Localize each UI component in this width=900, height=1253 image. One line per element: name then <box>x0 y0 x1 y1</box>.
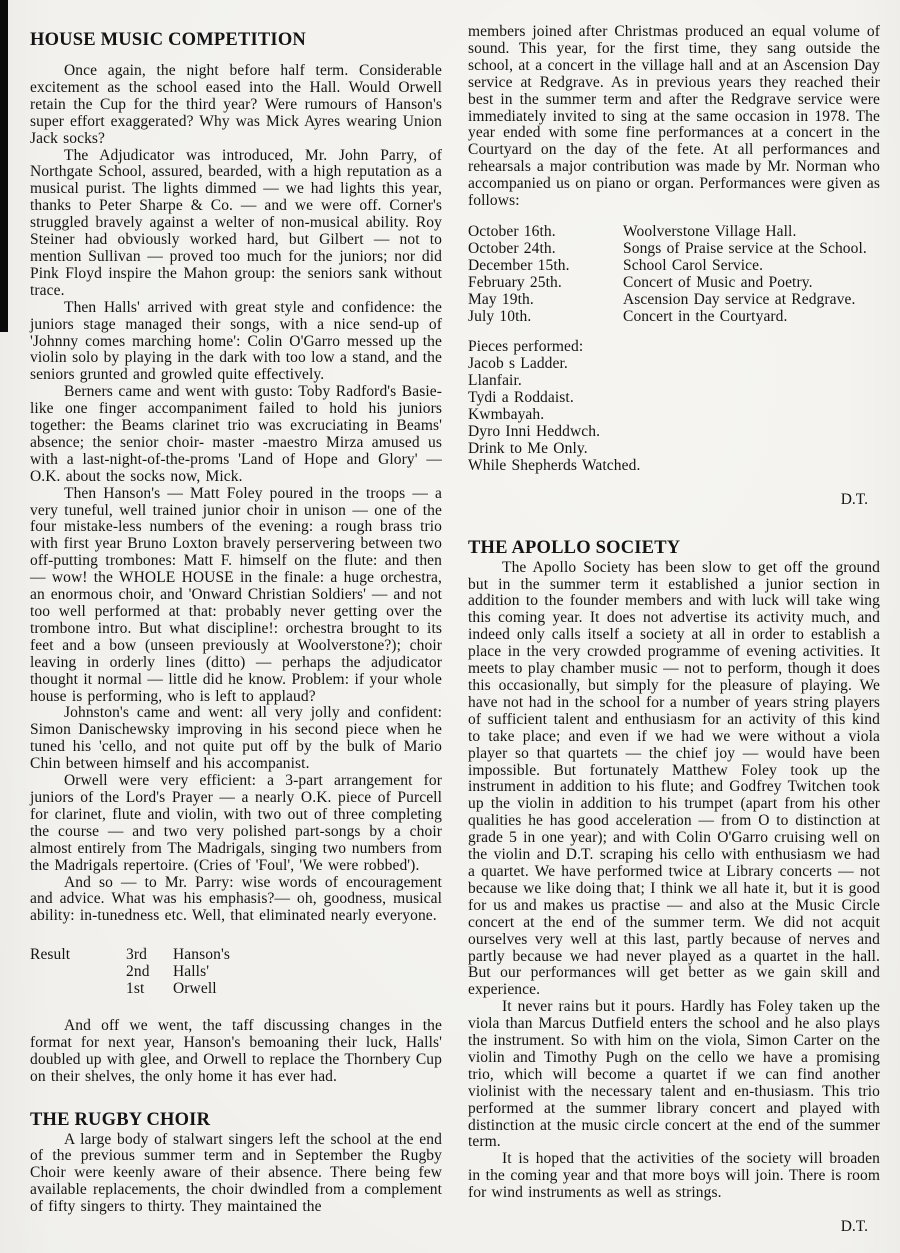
schedule-date: May 19th. <box>468 290 534 308</box>
author-initials: D.T. <box>840 1218 868 1236</box>
schedule-date: October 16th. <box>468 222 556 240</box>
result-house: Orwell <box>173 980 217 998</box>
schedule-event: Songs of Praise service at the School. <box>623 239 867 257</box>
left-column <box>30 24 442 1235</box>
paragraph: Orwell were very efficient: a 3-part arrangement for juniors of the Lord's Prayer — a nearly O.K. piece of Purcell for clarinet, flute and violin, with two out of three completing the course — and two very polished part-songs by a choir almost entirely from The Madrigals, singing two numbers from the Madrigals repertoire. (Cries of 'Foul', 'We were robbed'). <box>30 772 442 874</box>
paragraph: Then Hanson's — Matt Foley poured in the troops — a very tuneful, well trained junior choir in unison — one of the four mistake-less numbers of the evening: a rough brass trio with first year Bruno Loxton bravely perservering between two off-putting trombones: Matt F. himself on the flute: and then — wow! the WHOLE HOUSE in the finale: a huge orchestra, an enormous choir, and 'Onward Christian Soldiers' — and not too well performed at that: probably never getting over the trombone intro. But what discipline!: orchestra brought to its feet and a bow (unseen previously at Woolverstone?); choir leaving in orderly lines (ditto) — perhaps the adjudicator thought it normal — little did he know. Problem: if your whole house is performing, who is left to applaud? <box>30 484 442 705</box>
result-row <box>30 981 442 998</box>
piece-item: While Shepherds Watched. <box>468 456 641 474</box>
result-table <box>30 947 442 998</box>
section-heading-apollo-society: THE APOLLO SOCIETY <box>468 537 681 558</box>
paragraph: It never rains but it pours. Hardly has Foley taken up the viola than Marcus Dutfield enters the school and he also plays the instrument. So with him on the viola, Simon Carter on the violin and Timothy Pugh on the cello we have a promising trio, which will become a quartet if we can find another violinist with the necessary talent and en-thusiasm. This trio performed at the summer library concert and played with distinction at the music circle concert at the end of the summer term. <box>468 998 880 1151</box>
schedule-event: Ascension Day service at Redgrave. <box>623 290 856 308</box>
right-column <box>468 24 880 1235</box>
paragraph: The Apollo Society has been slow to get off the ground but in the summer term it established a junior section in addition to the founder members and with luck will take wing this coming year. It does not advertise its activity much, and indeed only calls itself a society at all in order to establish a place in the very crowded programme of evening activities. It meets to play chamber music — not to perform, though it does this occasionally, but simply for the pleasure of playing. We have not had in the school for a number of years string players of sufficient talent and enthusiasm for an activity of this kind to take place; and even if we had we were without a viola player so that quartets — the chief joy — would have been impossible. But fortunately Matthew Foley took up the instrument in addition to his flute; and Godfrey Twitchen took up the violin in addition to his trumpet (apart from his other qualities he has good acceleration — from O to distinction at grade 5 in one year); and with Colin O'Garro cruising well on the violin and D.T. scraping his cello with enthusiasm we had a quartet. We have performed twice at Library concerts — not because we like doing that; I think we all hate it, but it is good for us and makes us practise — and also at the Music Circle concert at the end of the summer term. We did not acquit ourselves very well at this last, partly because of nerves and partly because we had never played as a quartet in the hall. But our performances will get better as we gain skill and experience. <box>468 558 880 999</box>
section-heading-rugby-choir: THE RUGBY CHOIR <box>30 1109 211 1130</box>
piece-item: Dyro Inni Heddwch. <box>468 422 601 440</box>
pieces-label: Pieces performed: <box>468 338 584 356</box>
piece-item: Tydi a Roddaist. <box>468 389 574 407</box>
paragraph: Berners came and went with gusto: Toby Radford's Basie-like one finger accompaniment failed to hold his juniors together: the Beams clarinet trio was excruciating in Beams' absence; the senior choir- master -maestro Mirza amused us with a last-night-of-the-proms 'Land of Hope and Glory' — O.K. about the socks now, Mick. <box>30 383 442 485</box>
result-place: 2nd <box>126 963 150 981</box>
result-place: 3rd <box>126 946 147 964</box>
schedule-date: October 24th. <box>468 239 556 257</box>
schedule-event: Concert in the Courtyard. <box>623 307 788 325</box>
pieces-performed-list <box>468 339 880 474</box>
schedule-row <box>468 224 880 241</box>
two-column-layout <box>30 24 880 1235</box>
schedule-event: School Carol Service. <box>623 256 764 274</box>
schedule-row <box>468 292 880 309</box>
result-place: 1st <box>126 980 145 998</box>
schedule-event: Woolverstone Village Hall. <box>623 222 797 240</box>
piece-item: Kwmbayah. <box>468 406 545 424</box>
piece-item: Jacob s Ladder. <box>468 355 568 373</box>
paragraph: Once again, the night before half term. Considerable excitement as the school eased into the Hall. Would Orwell retain the Cup for the third year? Were rumours of Hanson's super effort exaggerated? Why was Mick Ayres wearing Union Jack socks? <box>30 62 442 147</box>
paragraph: It is hoped that the activities of the society will broaden in the coming year and that more boys will join. There is room for wind instruments as well as strings. <box>468 1150 880 1202</box>
author-initials: D.T. <box>840 490 868 508</box>
paragraph: The Adjudicator was introduced, Mr. John Parry, of Northgate School, assured, bearded, with a high reputation as a musical purist. The lights dimmed — we had lights this year, thanks to Peter Sharpe & Co. — and we were off. Corner's struggled bravely against a welter of non-musical ability. Roy Steiner had obviously worked hard, but Gilbert — not to mention Sullivan — proved too much for the juniors; nor did Pink Floyd inspire the Mahon group: the seniors sank without trace. <box>30 146 442 299</box>
result-row <box>30 947 442 964</box>
schedule-row <box>468 275 880 292</box>
paragraph: Johnston's came and went: all very jolly and confident: Simon Danischewsky improving in his second piece when he tuned his 'cello, and not quite put off by the bulk of Mario Chin between himself and his accompanist. <box>30 704 442 773</box>
scan-edge-artifact <box>0 0 8 332</box>
schedule-row <box>468 258 880 275</box>
piece-item: Llanfair. <box>468 372 522 390</box>
schedule-date: December 15th. <box>468 256 570 274</box>
paragraph: Then Halls' arrived with great style and confidence: the juniors stage managed their songs, with a nice send-up of 'Johnny comes marching home': Colin O'Garro messed up the violin solo by playing in the dark with too low a stand, and the seniors grunted and growled quite effectively. <box>30 298 442 384</box>
schedule-row <box>468 309 880 326</box>
result-label: Result <box>30 946 71 964</box>
piece-item: Drink to Me Only. <box>468 439 588 457</box>
performance-schedule <box>468 224 880 325</box>
paragraph: And off we went, the taff discussing changes in the format for next year, Hanson's bemoaning their luck, Halls' doubled up with glee, and Orwell to replace the Thornbery Cup on their shelves, the only home it has ever had. <box>30 1016 442 1085</box>
paragraph: A large body of stalwart singers left the school at the end of the previous summer term and in September the Rugby Choir were keenly aware of their absence. There being few available replacements, the choir dwindled from a complement of fifty singers to thirty. They maintained the <box>30 1130 442 1216</box>
result-house: Halls' <box>173 963 210 981</box>
paragraph: And so — to Mr. Parry: wise words of encouragement and advice. What was his emphasis?— oh, goodness, musical ability: in-tunedness etc. Well, that eliminated nearly everyone. <box>30 873 442 925</box>
result-row <box>30 964 442 981</box>
schedule-date: February 25th. <box>468 273 562 291</box>
section-heading-house-music: HOUSE MUSIC COMPETITION <box>30 30 306 50</box>
result-house: Hanson's <box>173 946 230 964</box>
paragraph-continuation: members joined after Christmas produced an equal volume of sound. This year, for the first time, they sang outside the school, at a concert in the village hall and at an Ascension Day service at Redgrave. As in previous years they reached their best in the summer term and after the Redgrave service were immediately invited to sing at the same occasion in 1978. The year ended with some fine performances at a concert in the Courtyard on the day of the fete. At all performances and rehearsals a major contribution was made by Mr. Norman who accompanied us on piano or organ. Performances were given as follows: <box>468 23 880 210</box>
schedule-row <box>468 241 880 258</box>
schedule-date: July 10th. <box>468 307 532 325</box>
schedule-event: Concert of Music and Poetry. <box>623 273 813 291</box>
